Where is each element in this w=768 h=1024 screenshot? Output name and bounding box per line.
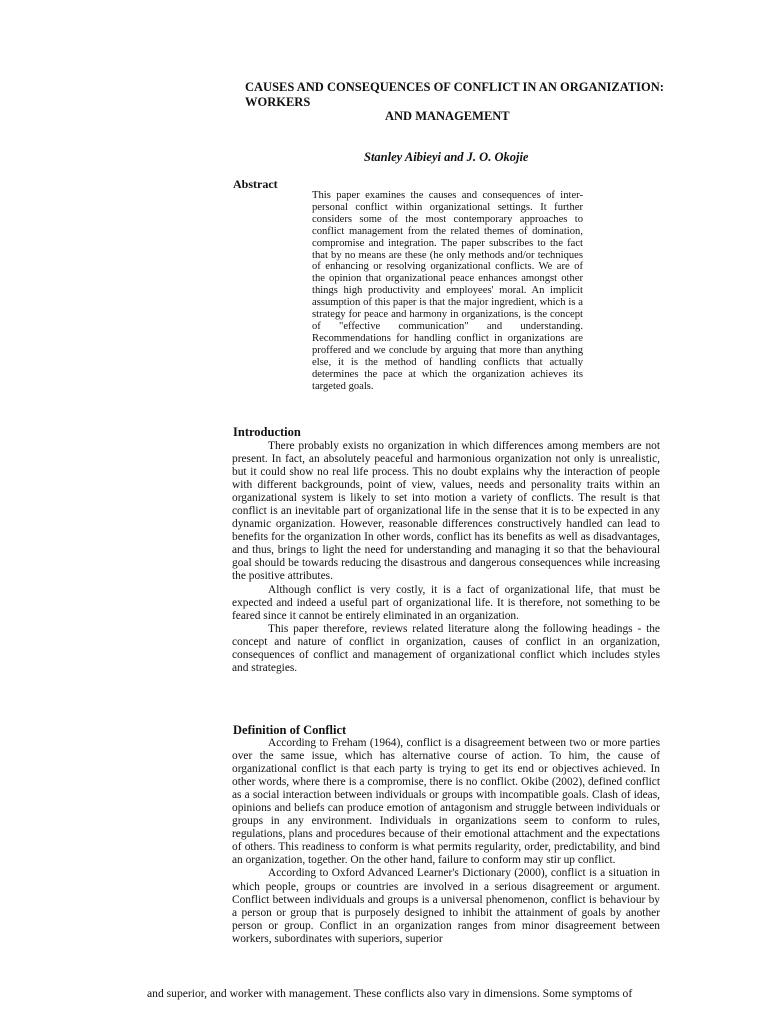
definition-paragraph: According to Freham (1964), conflict is a disagreement between two or more parties over the same issue, which has alternative course of action. To him, the cause of organizational conflict is that each party is trying to get its end or objectives achieved. In other words, where there is a compromise, there is no conflict. Okibe (2002), defined conflict as a social interaction between individuals or groups with incompatible goals. Clash of ideas, opinions and beliefs can produce emotion of antagonism and struggle between individuals or groups in any environment. Individuals in organizations seem to conform to rules, regulations, plans and procedures because of their emotional attachment and the expectations of others. This readiness to conform is what permits regularity, order, predictability, and bind an organization, together. On the other hand, failure to conform may stir up conflict. bbox=[232, 737, 660, 867]
introduction-paragraph: This paper therefore, reviews related literature along the following headings - the concept and nature of conflict in organization, causes of conflict in an organization, consequences of conflict and management of organizational conflict which includes styles and strategies. bbox=[232, 622, 660, 674]
continuation-line: and superior, and worker with management. These conflicts also vary in dimensions. Some symptoms of bbox=[147, 987, 633, 1000]
paper-authors: Stanley Aibieyi and J. O. Okojie bbox=[364, 150, 529, 164]
definition-body bbox=[232, 737, 660, 946]
abstract-text: This paper examines the causes and consequences of inter-personal conflict within organizational settings. It further considers some of the most contemporary approaches to conflict management from the related themes of domination, compromise and integration. The paper subscribes to the fact that by no means are these (he only methods and/or techniques of enhancing or resolving organizational conflicts. We are of the opinion that organizational peace enhances amongst other things high productivity and employees' moral. An implicit assumption of this paper is that the major ingredient, which is a strategy for peace and harmony in organizations, is the concept of "effective communication" and understanding. Recommendations for handling conflict in organizations are proffered and we conclude by arguing that more than anything else, it is the method of handling conflicts that actually determines the pace at which the organization achieves its targeted goals. bbox=[312, 190, 583, 392]
paper-title: CAUSES AND CONSEQUENCES OF CONFLICT IN AN ORGANIZATION: WORKERS bbox=[245, 80, 664, 109]
introduction-body bbox=[232, 440, 660, 675]
introduction-paragraph: There probably exists no organization in which differences among members are not present. In fact, an absolutely peaceful and harmonious organization not only is unrealistic, but it could show no real life process. This no doubt explains why the interaction of people with different backgrounds, point of view, values, needs and personality traits within an organizational system is likely to set into motion a variety of conflicts. The result is that conflict is an inevitable part of organizational life in the sense that it is to be expected in any dynamic organization. However, reasonable differences constructively handled can lead to benefits for the organization In other words, conflict has its benefits as well as disadvantages, and thus, brings to light the need for understanding and managing it so that the behavioural goal should be towards reducing the disastrous and dangerous consequences while increasing the positive attributes. bbox=[232, 440, 660, 583]
paper-title-continued: AND MANAGEMENT bbox=[385, 109, 510, 123]
definition-heading: Definition of Conflict bbox=[233, 723, 347, 737]
introduction-paragraph: Although conflict is very costly, it is a fact of organizational life, that must be expected and indeed a useful part of organizational life. It is therefore, not something to be feared since it cannot be entirely eliminated in an organization. bbox=[232, 583, 660, 622]
definition-paragraph: According to Oxford Advanced Learner's Dictionary (2000), conflict is a situation in which people, groups or countries are involved in a serious disagreement or argument. Conflict between individuals and groups is a universal phenomenon, conflict is behaviour by a person or group that is purposely designed to inhibit the attainment of goals by another person or group. Conflict in an organization ranges from minor disagreement between workers, subordinates with superiors, superior bbox=[232, 867, 660, 945]
introduction-heading: Introduction bbox=[233, 425, 301, 439]
abstract-heading: Abstract bbox=[233, 177, 278, 191]
